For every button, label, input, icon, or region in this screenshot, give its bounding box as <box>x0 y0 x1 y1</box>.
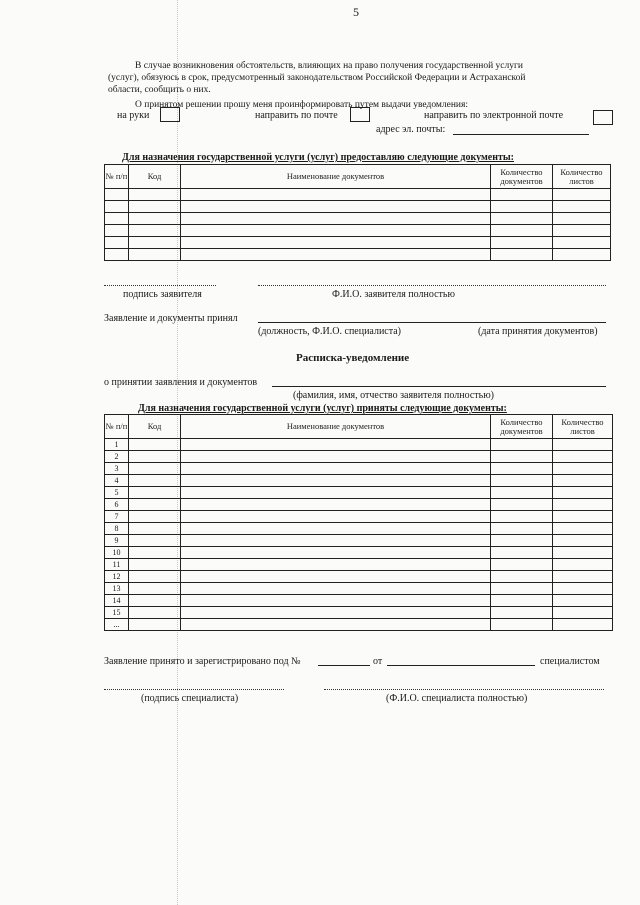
row-number: 5 <box>105 487 129 499</box>
table-row <box>105 451 613 463</box>
row-number: 10 <box>105 547 129 559</box>
registration-from-label: от <box>373 656 383 667</box>
table-row <box>105 439 613 451</box>
col-header-sheet-count: Количество листов <box>553 165 611 189</box>
in-hand-label: на руки <box>117 110 150 121</box>
table-row <box>105 225 611 237</box>
applicant-name-line[interactable] <box>258 285 606 286</box>
row-number: 14 <box>105 595 129 607</box>
table2-title: Для назначения государственной услуги (услуг) приняты следующие документы: <box>138 403 507 414</box>
table-row <box>105 559 613 571</box>
row-number: 4 <box>105 475 129 487</box>
table-row <box>105 571 613 583</box>
acceptance-date-caption: (дата принятия документов) <box>478 326 598 337</box>
by-email-checkbox[interactable] <box>593 110 613 125</box>
table-row <box>105 213 611 225</box>
row-number: 13 <box>105 583 129 595</box>
row-number: ... <box>105 619 129 631</box>
row-number: 12 <box>105 571 129 583</box>
table-row <box>105 523 613 535</box>
table-row <box>105 201 611 213</box>
table-row <box>105 595 613 607</box>
table-row <box>105 583 613 595</box>
intro-line-1: В случае возникновения обстоятельств, влияющих на право получения государственной услуги <box>135 61 523 71</box>
email-address-label: адрес эл. почты: <box>376 124 446 135</box>
specialist-name-line[interactable] <box>324 689 604 690</box>
table-row <box>105 249 611 261</box>
row-number: 15 <box>105 607 129 619</box>
registration-label: Заявление принято и зарегистрировано под № <box>104 656 301 667</box>
row-number: 9 <box>105 535 129 547</box>
by-post-checkbox[interactable] <box>350 107 370 122</box>
row-number: 1 <box>105 439 129 451</box>
table-row <box>105 511 613 523</box>
receipt-about-label: о принятии заявления и документов <box>104 377 258 388</box>
table-row <box>105 619 613 631</box>
receipt-title: Расписка-уведомление <box>296 352 410 364</box>
acceptance-position-caption: (должность, Ф.И.О. специалиста) <box>258 326 401 337</box>
row-number: 6 <box>105 499 129 511</box>
documents-table-accepted <box>104 414 613 631</box>
documents-table-submitted <box>104 164 611 261</box>
by-email-label: направить по электронной почте <box>424 110 564 121</box>
col-header-code: Код <box>129 415 181 439</box>
by-post-label: направить по почте <box>255 110 338 121</box>
applicant-name-caption: Ф.И.О. заявителя полностью <box>332 289 455 300</box>
registration-specialist-label: специалистом <box>540 656 600 667</box>
col-header-code: Код <box>129 165 181 189</box>
notify-line: О принятом решении прошу меня проинформировать путем выдачи уведомления: <box>135 100 469 110</box>
col-header-number: № п/п <box>105 165 129 189</box>
acceptance-label: Заявление и документы принял <box>104 313 238 324</box>
intro-line-2: (услуг), обязуюсь в срок, предусмотренный законодательством Российской Федерации и Астраханской <box>108 73 526 83</box>
table-row <box>105 237 611 249</box>
table-row <box>105 189 611 201</box>
page-number: 5 <box>353 5 359 19</box>
row-number: 11 <box>105 559 129 571</box>
col-header-doc-name: Наименование документов <box>181 165 491 189</box>
specialist-name-caption: (Ф.И.О. специалиста полностью) <box>386 693 528 704</box>
intro-line-3: области, сообщить о них. <box>108 85 211 95</box>
row-number: 2 <box>105 451 129 463</box>
applicant-signature-line[interactable] <box>104 285 216 286</box>
registration-date-field[interactable] <box>387 665 535 666</box>
specialist-signature-line[interactable] <box>104 689 284 690</box>
col-header-doc-name: Наименование документов <box>181 415 491 439</box>
applicant-signature-caption: подпись заявителя <box>123 289 202 300</box>
table-row <box>105 607 613 619</box>
col-header-doc-count: Количество документов <box>491 165 553 189</box>
col-header-doc-count: Количество документов <box>491 415 553 439</box>
table-row <box>105 499 613 511</box>
table-row <box>105 475 613 487</box>
acceptance-field[interactable] <box>258 322 606 323</box>
table-row <box>105 535 613 547</box>
table-row <box>105 547 613 559</box>
email-address-field[interactable] <box>453 134 589 135</box>
specialist-signature-caption: (подпись специалиста) <box>141 693 239 704</box>
col-header-number: № п/п <box>105 415 129 439</box>
registration-number-field[interactable] <box>318 665 370 666</box>
row-number: 8 <box>105 523 129 535</box>
table1-title: Для назначения государственной услуги (услуг) предоставляю следующие документы: <box>122 152 515 163</box>
receipt-applicant-field[interactable] <box>272 386 606 387</box>
receipt-applicant-caption: (фамилия, имя, отчество заявителя полностью) <box>293 390 495 401</box>
table-row <box>105 487 613 499</box>
in-hand-checkbox[interactable] <box>160 107 180 122</box>
col-header-sheet-count: Количество листов <box>553 415 613 439</box>
table-row <box>105 463 613 475</box>
row-number: 7 <box>105 511 129 523</box>
row-number: 3 <box>105 463 129 475</box>
